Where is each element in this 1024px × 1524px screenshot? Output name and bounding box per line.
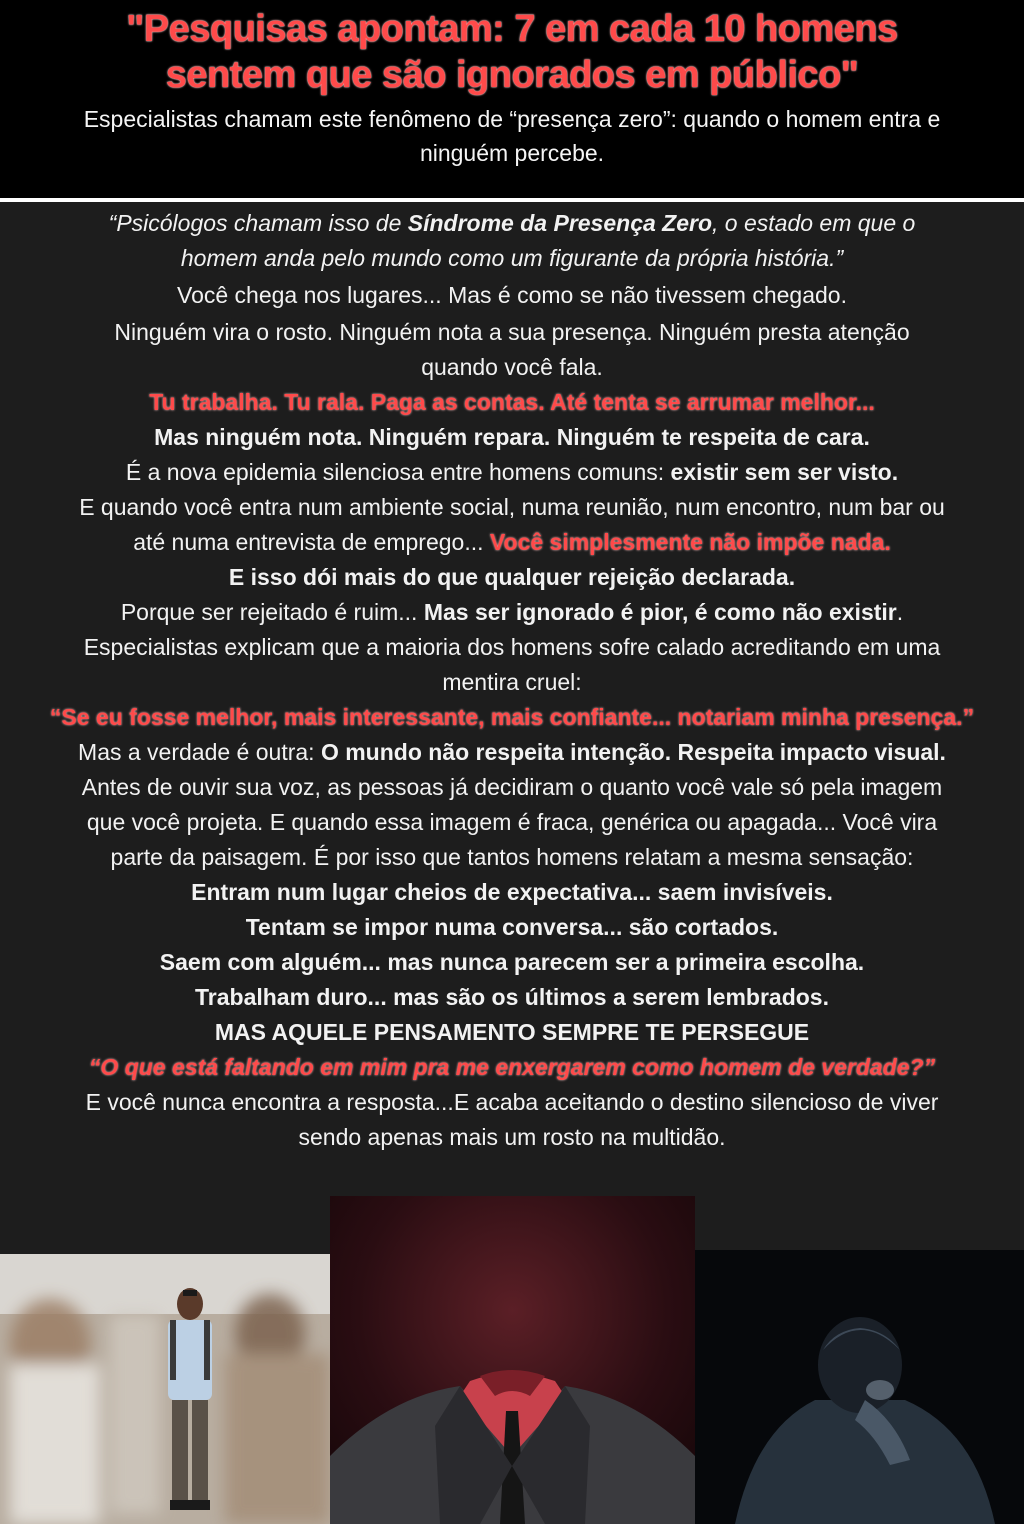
paragraph-2-line-2: quando você fala.	[421, 354, 603, 380]
paragraph-3-text: É a nova epidemia silenciosa entre homens comuns:	[125, 459, 671, 485]
subheadline	[10, 102, 1014, 170]
bold-statement-6: Trabalham duro... mas são os últimos a serem lembrados.	[195, 984, 829, 1010]
headline	[0, 0, 1024, 98]
photo-headless-suit	[330, 1196, 695, 1524]
highlight-red-1: Tu trabalha. Tu rala. Paga as contas. Até tenta se arrumar melhor...	[149, 389, 875, 415]
paragraph-9	[12, 1085, 1012, 1155]
bold-statement-1: Mas ninguém nota. Ninguém repara. Ninguém te respeita de cara.	[154, 424, 870, 450]
paragraph-1: Você chega nos lugares... Mas é como se não tivessem chegado.	[177, 282, 847, 308]
sad-man-illustration	[695, 1250, 1024, 1524]
bold-statement-4: Tentam se impor numa conversa... são cortados.	[245, 914, 779, 940]
highlight-red-3: “O que está faltando em mim pra me enxergarem como homem de verdade?”	[88, 1054, 936, 1080]
paragraph-8	[12, 770, 1012, 875]
photo-crowd	[0, 1254, 330, 1524]
quote-text-3: homem anda pelo mundo como um figurante da própria história.”	[180, 245, 844, 271]
paragraph-5-bold: Mas ser ignorado é pior, é como não existir	[423, 599, 897, 625]
quote-text-1: “Psicólogos chamam isso de	[108, 210, 408, 236]
paragraph-7-bold: O mundo não respeita intenção. Respeita impacto visual.	[320, 739, 946, 765]
quote-text-2: , o estado em que o	[712, 210, 916, 236]
paragraph-6-line-1: Especialistas explicam que a maioria dos homens sofre calado acreditando em uma	[83, 634, 941, 660]
headline-line-2: sentem que são ignorados em público"	[165, 54, 859, 96]
bold-statement-3: Entram num lugar cheios de expectativa... saem invisíveis.	[191, 879, 833, 905]
paragraph-2-line-1: Ninguém vira o rosto. Ninguém nota a sua presença. Ninguém presta atenção	[114, 319, 910, 345]
hand	[866, 1380, 894, 1400]
paragraph-2	[12, 315, 1012, 385]
bold-statement-7: MAS AQUELE PENSAMENTO SEMPRE TE PERSEGUE	[214, 1019, 810, 1045]
paragraph-4-line-1: E quando você entra num ambiente social, numa reunião, num encontro, num bar ou	[79, 494, 945, 520]
quote-bold-term: Síndrome da Presença Zero	[407, 210, 713, 236]
quote-paragraph	[12, 206, 1012, 276]
paragraph-8-line-3: parte da paisagem. É por isso que tantos homens relatam a mesma sensação:	[110, 844, 914, 870]
paragraph-6	[12, 630, 1012, 700]
paragraph-5-end: .	[896, 599, 904, 625]
paragraph-5	[12, 595, 1012, 630]
photo-strip	[0, 1196, 1024, 1524]
subhead-line-1: Especialistas chamam este fenômeno de “presença zero”: quando o homem entra e	[83, 106, 941, 132]
paragraph-8-line-2: que você projeta. E quando essa imagem é fraca, genérica ou apagada... Você vira	[86, 809, 938, 835]
bold-statement-5: Saem com alguém... mas nunca parecem ser a primeira escolha.	[159, 949, 865, 975]
crowd-illustration	[0, 1254, 330, 1524]
header-divider	[0, 198, 1024, 202]
paragraph-9-line-2: sendo apenas mais um rosto na multidão.	[298, 1124, 726, 1150]
paragraph-8-line-1: Antes de ouvir sua voz, as pessoas já decidiram o quanto você vale só pela imagem	[81, 774, 943, 800]
paragraph-7	[12, 735, 1012, 770]
headless-suit-illustration	[330, 1196, 695, 1524]
paragraph-3-bold: existir sem ser visto.	[670, 459, 899, 485]
paragraph-5-text: Porque ser rejeitado é ruim...	[120, 599, 424, 625]
header	[0, 0, 1024, 200]
paragraph-4-red: Você simplesmente não impõe nada.	[489, 529, 891, 555]
article-body	[0, 206, 1024, 1155]
paragraph-6-line-2: mentira cruel:	[442, 669, 582, 695]
paragraph-4	[12, 490, 1012, 560]
photo-sad-man	[695, 1250, 1024, 1524]
bold-statement-2: E isso dói mais do que qualquer rejeição declarada.	[228, 564, 796, 590]
highlight-red-2: “Se eu fosse melhor, mais interessante, mais confiante... notariam minha presença.”	[49, 704, 975, 730]
paragraph-7-text: Mas a verdade é outra:	[78, 739, 321, 765]
headline-line-1: "Pesquisas apontam: 7 em cada 10 homens	[126, 8, 898, 50]
paragraph-9-line-1: E você nunca encontra a resposta...E acaba aceitando o destino silencioso de viver	[85, 1089, 939, 1115]
paragraph-3	[12, 455, 1012, 490]
subhead-line-2: ninguém percebe.	[419, 140, 605, 166]
head	[818, 1317, 902, 1413]
paragraph-4-line-2: até numa entrevista de emprego...	[133, 529, 490, 555]
